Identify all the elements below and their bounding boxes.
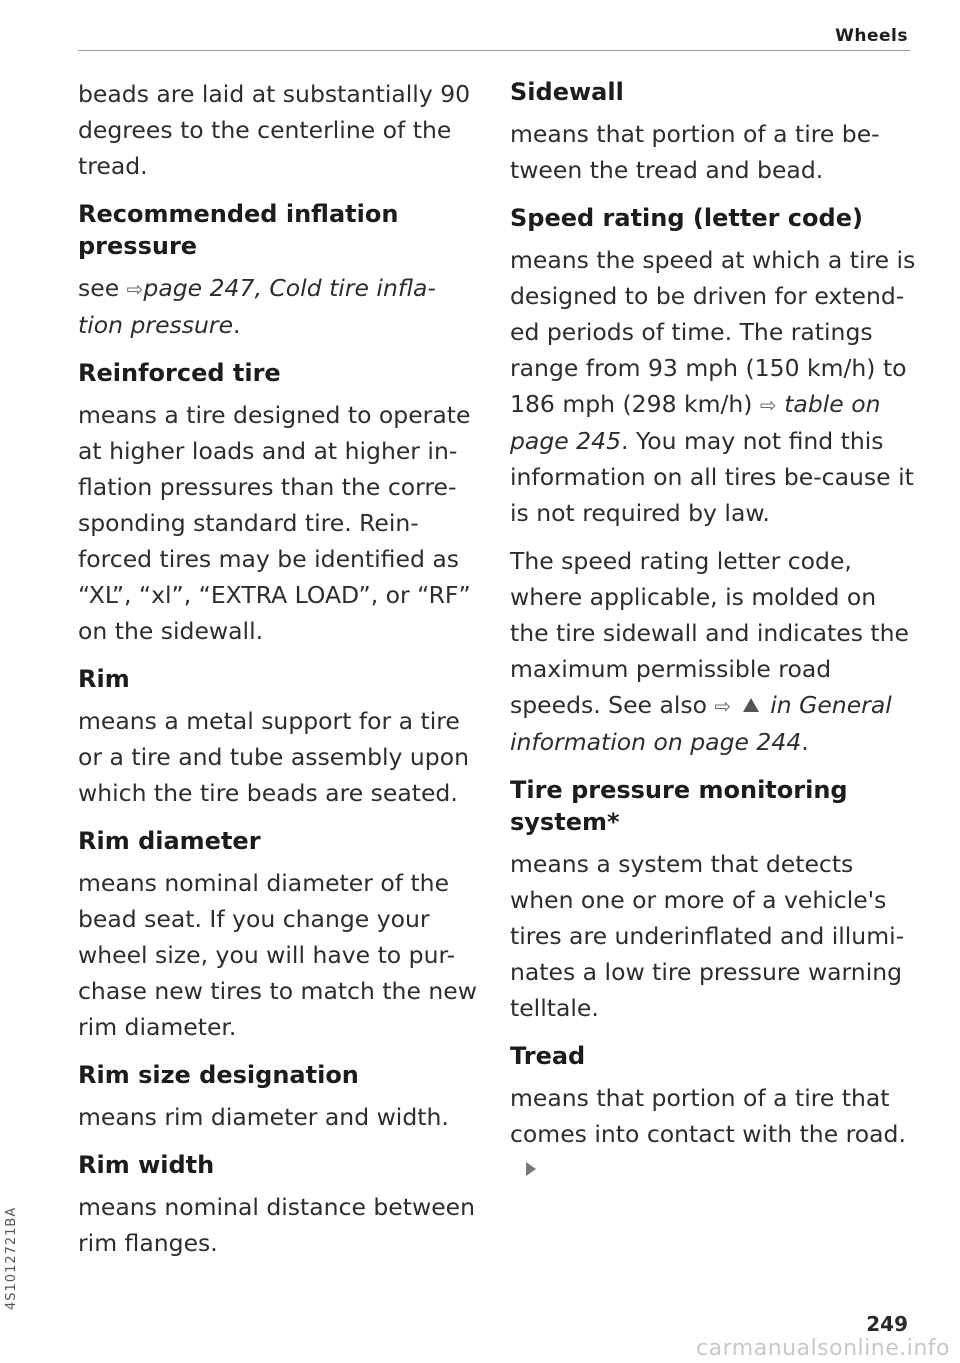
tread-paragraph bbox=[510, 1080, 920, 1188]
speed-rating-text bbox=[510, 242, 920, 531]
heading-rim-width: Rim width bbox=[78, 1151, 215, 1179]
heading-reinforced-tire: Reinforced tire bbox=[78, 359, 281, 387]
cross-reference-link[interactable]: page 247, Cold tire infla-tion pressure bbox=[78, 274, 436, 339]
general-information-cross-reference-link[interactable]: in General information on page 244 bbox=[510, 691, 892, 756]
heading-speed-rating: Speed rating (letter code) bbox=[510, 204, 863, 232]
speed-rating-letter-code-text bbox=[510, 543, 920, 760]
watermark: carmanualsonline.info bbox=[696, 1336, 950, 1361]
period: . bbox=[801, 728, 809, 756]
document-id: 4S1012721BA bbox=[4, 1206, 19, 1310]
see-text: see bbox=[78, 274, 120, 302]
heading-tread: Tread bbox=[510, 1042, 586, 1070]
xref-arrow-icon: ⇨ bbox=[126, 277, 144, 301]
warning-triangle-icon bbox=[743, 698, 759, 712]
table-cross-reference-link[interactable]: table on page 245 bbox=[510, 390, 881, 455]
heading-rim: Rim bbox=[78, 665, 130, 693]
heading-rim-diameter: Rim diameter bbox=[78, 827, 261, 855]
speed-rating-text-b: . You may not find this information on all tires be-cause it is not required by law. bbox=[510, 427, 914, 527]
rim-size-designation-text: means rim diameter and width. bbox=[78, 1103, 449, 1131]
section-title: Wheels bbox=[835, 26, 908, 46]
period: . bbox=[233, 311, 241, 339]
xref-arrow-icon: ⇨ bbox=[714, 694, 732, 718]
speed-rating-letter-code-text-a: The speed rating letter code, where applicable, is molded on the tire sidewall and indicates the maximum permissible road speeds. See also bbox=[510, 547, 909, 719]
heading-recommended-inflation-pressure: Recommended inflation pressure bbox=[78, 200, 399, 260]
heading-tire-pressure-monitoring-system: Tire pressure monitoring system* bbox=[510, 776, 848, 836]
left-column bbox=[78, 76, 478, 1273]
right-column bbox=[510, 76, 920, 1200]
rim-width-text: means nominal distance between rim flanges. bbox=[78, 1193, 476, 1257]
tread-text: means that portion of a tire that comes into contact with the road. bbox=[510, 1084, 906, 1148]
recommended-inflation-pressure-text bbox=[78, 270, 478, 343]
speed-rating-text-a: means the speed at which a tire is designed to be driven for extend-ed periods of time. The ratings range from 93 mph (150 km/h) to 186 mph (298 km/h) bbox=[510, 246, 916, 418]
intro-paragraph: beads are laid at substantially 90 degrees to the centerline of the tread. bbox=[78, 80, 471, 180]
rim-diameter-text: means nominal diameter of the bead seat. If you change your wheel size, you will have to pur-chase new tires to match the new rim diameter. bbox=[78, 869, 477, 1041]
tire-pressure-monitoring-system-text: means a system that detects when one or more of a vehicle's tires are underinflated and illumi-nates a low tire pressure warning telltale. bbox=[510, 850, 905, 1022]
xref-arrow-icon: ⇨ bbox=[759, 393, 777, 417]
page-number: 249 bbox=[866, 1312, 908, 1336]
reinforced-tire-text: means a tire designed to operate at higher loads and at higher in-flation pressures than the corre-sponding standard tire. Rein-forced tires may be identified as “XL”, “xl”, “EXTRA LOAD”, or “RF” on the sidewall. bbox=[78, 401, 471, 645]
sidewall-text: means that portion of a tire be-tween the tread and bead. bbox=[510, 120, 880, 184]
heading-rim-size-designation: Rim size designation bbox=[78, 1061, 359, 1089]
heading-sidewall: Sidewall bbox=[510, 78, 624, 106]
rim-text: means a metal support for a tire or a tire and tube assembly upon which the tire beads are seated. bbox=[78, 707, 469, 807]
header-rule bbox=[78, 50, 910, 51]
continued-arrow-icon bbox=[526, 1162, 536, 1176]
